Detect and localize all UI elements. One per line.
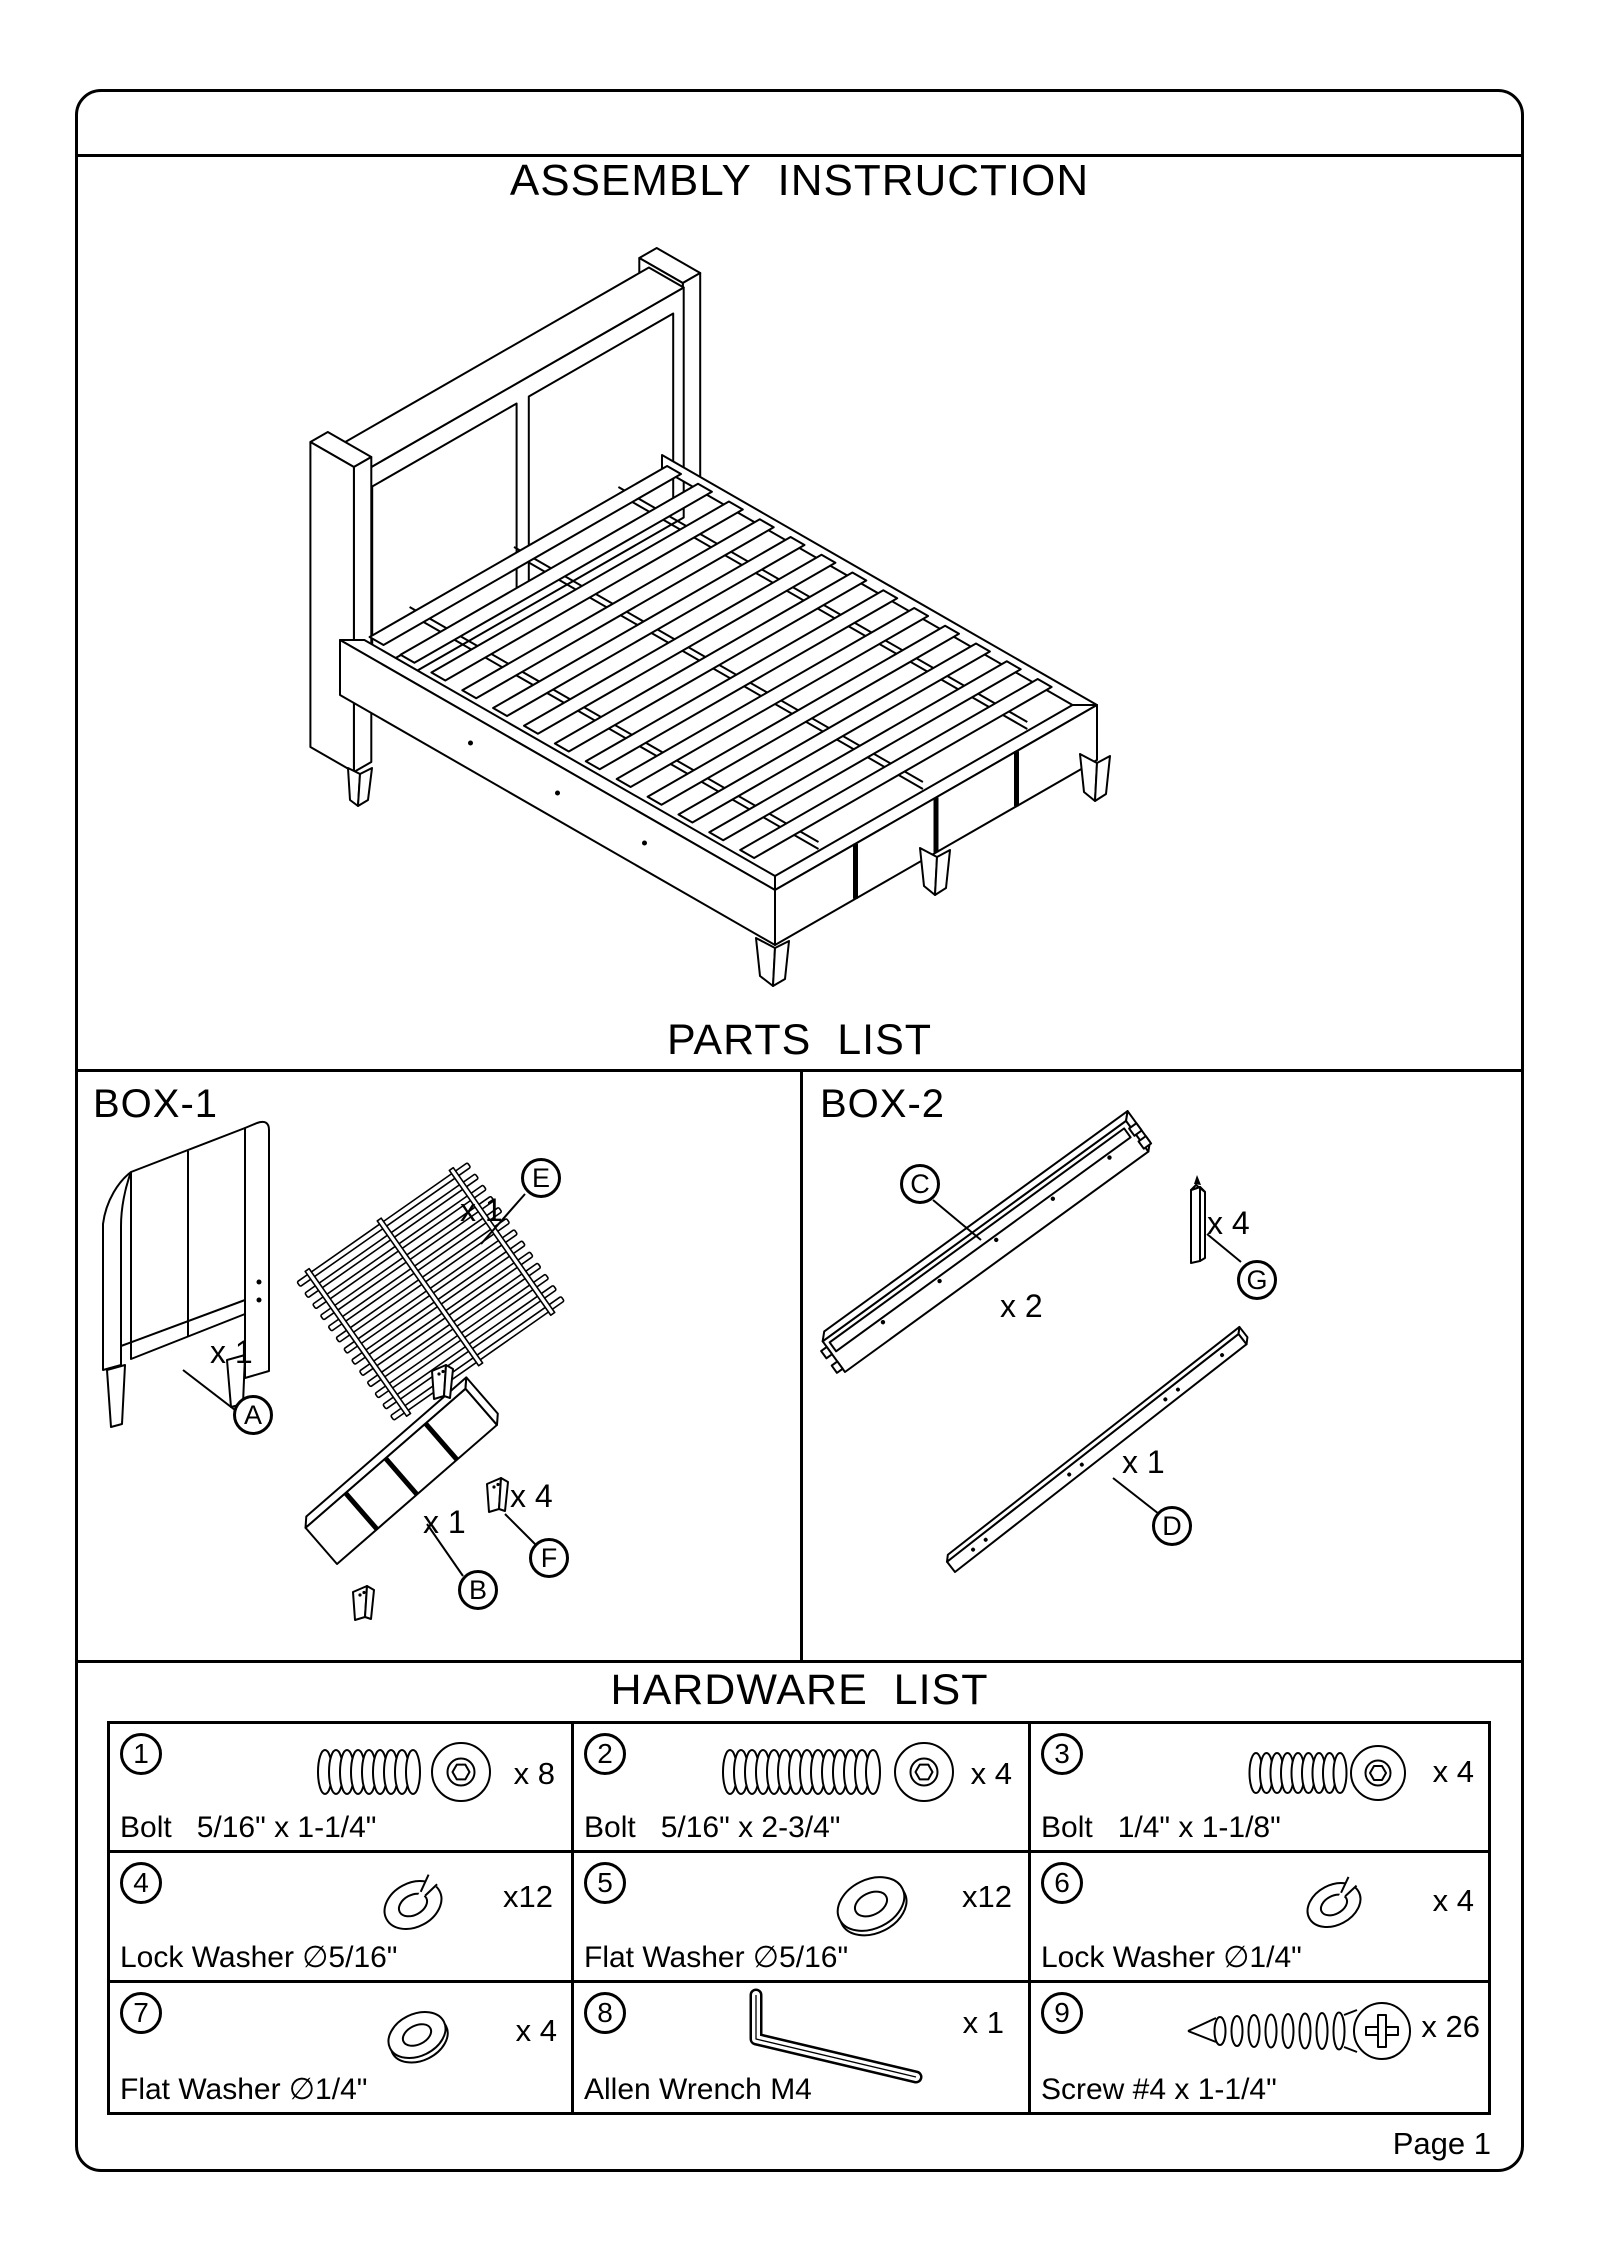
item-name: Screw #4 x 1-1/4" [1041, 2072, 1277, 2106]
item-qty: x 4 [515, 2012, 557, 2048]
item-qty: x12 [962, 1879, 1012, 1915]
item-name: Lock Washer ∅1/4" [1041, 1940, 1302, 1974]
hardware-item-1 [110, 1724, 574, 1853]
item-qty: x12 [503, 1879, 553, 1915]
hardware-item-6 [1031, 1853, 1488, 1982]
item-qty: x 4 [1432, 1883, 1474, 1919]
headboard-near-post [310, 432, 371, 772]
box1-label: BOX-1 [93, 1082, 219, 1126]
support-legs-qty-label: x 4 [1207, 1205, 1250, 1241]
hardware-item-3 [1031, 1724, 1488, 1853]
side-rail-part-drawing [813, 1111, 1154, 1376]
center-rail-part-drawing [944, 1327, 1251, 1572]
hardware-list-heading: HARDWARE LIST [610, 1666, 989, 1714]
callout-a: A [233, 1395, 273, 1435]
item-qty: x 4 [1432, 1754, 1474, 1789]
legs-qty-label: x 4 [510, 1478, 553, 1514]
item-number-badge: 4 [120, 1862, 162, 1904]
center-rail-qty-label: x 1 [1122, 1444, 1165, 1480]
item-name: Bolt 5/16" x 2-3/4" [584, 1811, 841, 1845]
callout-b: B [458, 1570, 498, 1610]
headboard-part-drawing [103, 1122, 269, 1427]
flat-washer-icon [367, 1991, 467, 2083]
item-number-badge: 2 [584, 1733, 626, 1775]
item-name: Flat Washer ∅5/16" [584, 1940, 849, 1974]
headboard-qty-label: x 1 [210, 1334, 253, 1370]
bed-isometric-drawing [300, 245, 1200, 1040]
side-rail-qty-label: x 2 [1000, 1288, 1043, 1324]
hardware-table [107, 1721, 1491, 2115]
hardware-item-2 [574, 1724, 1031, 1853]
item-number-badge: 1 [120, 1733, 162, 1775]
hardware-item-7 [110, 1983, 574, 2112]
box2-label: BOX-2 [820, 1082, 946, 1126]
footboard-qty-label: x 1 [423, 1504, 466, 1540]
support-leg-part-drawing [1191, 1175, 1205, 1263]
callout-f: F [529, 1538, 569, 1578]
item-qty: x 4 [970, 1756, 1012, 1791]
lock-washer-icon [1284, 1859, 1384, 1951]
slat-roll-drawing [295, 1159, 567, 1423]
hardware-item-8 [574, 1983, 1031, 2112]
item-number-badge: 7 [120, 1992, 162, 2034]
item-qty: x 8 [513, 1756, 555, 1791]
slat-roll-qty-label: x 1 [460, 1192, 503, 1228]
page-number: Page 1 [1392, 2126, 1491, 2161]
item-number-badge: 9 [1041, 1992, 1083, 2034]
box1-parts-drawing [75, 1072, 805, 1661]
callout-g: G [1237, 1260, 1277, 1300]
callout-e: E [521, 1158, 561, 1198]
bolt-icon [1244, 1738, 1416, 1808]
item-name: Flat Washer ∅1/4" [120, 2072, 368, 2106]
item-name: Allen Wrench M4 [584, 2072, 812, 2106]
callout-c: C [900, 1164, 940, 1204]
page-title: ASSEMBLY INSTRUCTION [509, 156, 1090, 205]
item-number-badge: 6 [1041, 1862, 1083, 1904]
parts-list-heading: PARTS LIST [666, 1016, 933, 1064]
bolt-icon [716, 1734, 966, 1810]
item-number-badge: 3 [1041, 1733, 1083, 1775]
hardware-item-5 [574, 1853, 1031, 1982]
item-number-badge: 8 [584, 1992, 626, 2034]
callout-d: D [1152, 1506, 1192, 1546]
item-number-badge: 5 [584, 1862, 626, 1904]
item-qty: x 1 [962, 2004, 1004, 2040]
hardware-item-4 [110, 1853, 574, 1982]
bolt-icon [311, 1734, 501, 1810]
item-name: Bolt 1/4" x 1-1/8" [1041, 1811, 1281, 1845]
hardware-item-9 [1031, 1983, 1488, 2112]
lock-washer-icon [363, 1859, 463, 1951]
item-name: Bolt 5/16" x 1-1/4" [120, 1811, 377, 1845]
item-name: Lock Washer ∅5/16" [120, 1940, 398, 1974]
screw-icon [1182, 1991, 1432, 2071]
item-qty: x 26 [1421, 2008, 1480, 2044]
box2-parts-drawing [805, 1072, 1527, 1661]
